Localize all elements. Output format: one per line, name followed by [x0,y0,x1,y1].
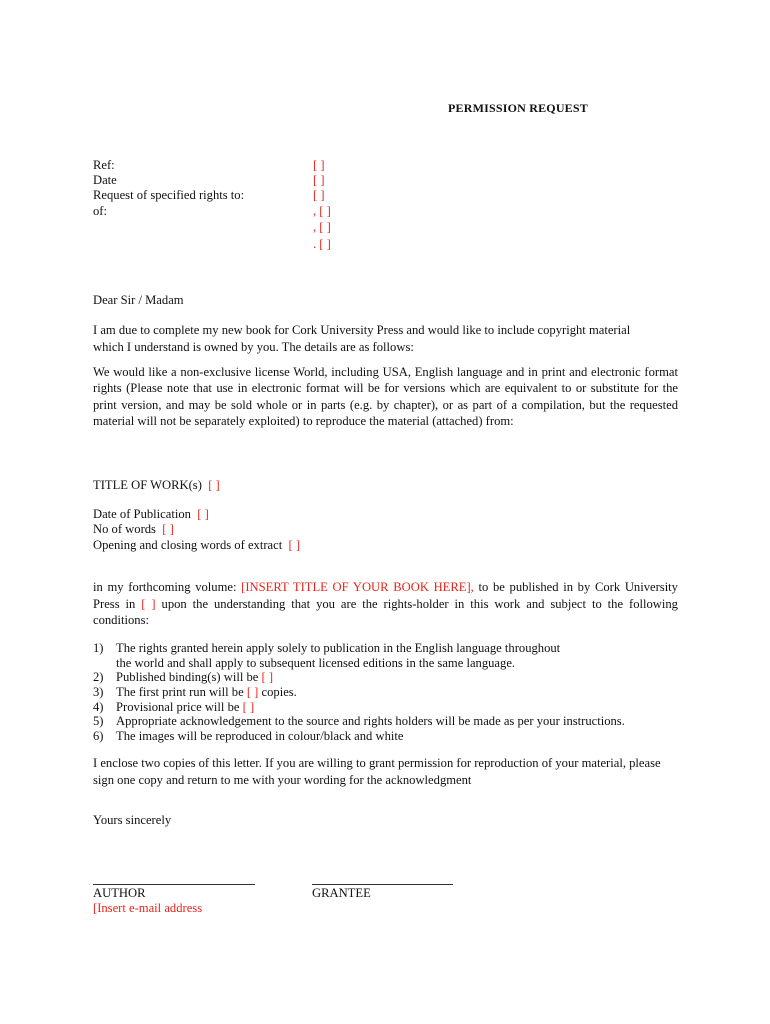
ref-label: Ref: [93,158,115,172]
word-count-placeholder: [ ] [162,522,174,536]
condition-item [93,714,625,729]
extract-words-placeholder: [ ] [288,538,301,552]
binding-placeholder: [ ] [261,670,274,684]
publication-date-line [93,507,209,522]
rights-label: Request of specified rights to: [93,188,245,202]
extract-words-line [93,538,300,553]
word-count-line [93,522,174,537]
condition-number: 1) [93,641,104,655]
year-placeholder: [ ] [141,596,156,611]
address-placeholder-2: , [ ] [313,220,331,234]
condition-item [93,670,273,685]
condition-suffix: copies. [258,685,297,699]
condition-text: The images will be reproduced in colour/black and white [116,729,404,743]
intro-paragraph: I am due to complete my new book for Cork University Press and would like to include copyright material which I understand is owned by you. The details are as follows: [93,323,631,354]
rights-placeholder: [ ] [313,188,325,202]
grantee-signature-line [312,884,453,885]
volume-text-3: upon the understanding that you are the rights-holder in this work and subject to the following conditions: [93,596,678,627]
print-run-placeholder: [ ] [246,685,259,699]
publication-date-placeholder: [ ] [197,507,209,521]
title-of-work-placeholder: [ ] [208,478,220,492]
extract-words-label: Opening and closing words of extract [93,538,283,552]
word-count-label: No of words [93,522,156,536]
author-label: AUTHOR [93,886,146,900]
author-signature-line [93,884,255,885]
title-of-work-label: TITLE OF WORK(s) [93,478,202,492]
greeting: Dear Sir / Madam [93,293,184,307]
date-label: Date [93,173,117,187]
condition-text: Published binding(s) will be [116,670,262,684]
closing: Yours sincerely [93,813,172,827]
condition-item [93,729,403,744]
volume-text-2: to be published in by Cork University Press in [93,580,678,611]
volume-paragraph [93,579,678,629]
condition-item [93,700,254,715]
title-of-work-line [93,478,220,493]
condition-number: 2) [93,670,104,684]
condition-text: Provisional price will be [116,700,243,714]
condition-item [93,641,561,670]
of-label: of: [93,204,107,218]
price-placeholder: [ ] [242,700,255,714]
address-placeholder-3: . [ ] [313,237,331,251]
publication-date-label: Date of Publication [93,507,191,521]
ref-placeholder: [ ] [313,158,325,172]
condition-continuation: the world and shall apply to subsequent licensed editions in the same language. [116,656,516,670]
volume-text-1: in my forthcoming volume: [93,580,242,594]
condition-item [93,685,297,700]
enclose-paragraph: I enclose two copies of this letter. If you are willing to grant permission for reproduction of your material, please sign one copy and return to me with your wording for the acknowledgment [93,756,661,787]
address-placeholder-1: , [ ] [313,204,331,218]
date-placeholder: [ ] [313,173,325,187]
condition-number: 5) [93,714,104,728]
condition-text: Appropriate acknowledgement to the source and rights holders will be made as per your instructions. [116,714,625,728]
condition-number: 3) [93,685,104,699]
license-paragraph: We would like a non-exclusive license World, including USA, English language and in print and electronic format rights (Please note that use in electronic format will be for versions which are equivalent to or substitute for the print version, and may be sold whole or in parts (e.g. by chapter), or as part of a compilation, but the requested material will not be separately exploited) to reproduce the material (attached) from: [93,365,678,428]
condition-text: The first print run will be [116,685,247,699]
book-title-placeholder: [INSERT TITLE OF YOUR BOOK HERE], [241,580,474,594]
condition-text: The rights granted herein apply solely to publication in the English language throughout [116,641,561,655]
condition-number: 6) [93,729,104,743]
page-title: PERMISSION REQUEST [448,101,588,115]
grantee-label: GRANTEE [312,886,371,900]
email-placeholder: [Insert e-mail address [93,901,203,915]
condition-number: 4) [93,700,104,714]
